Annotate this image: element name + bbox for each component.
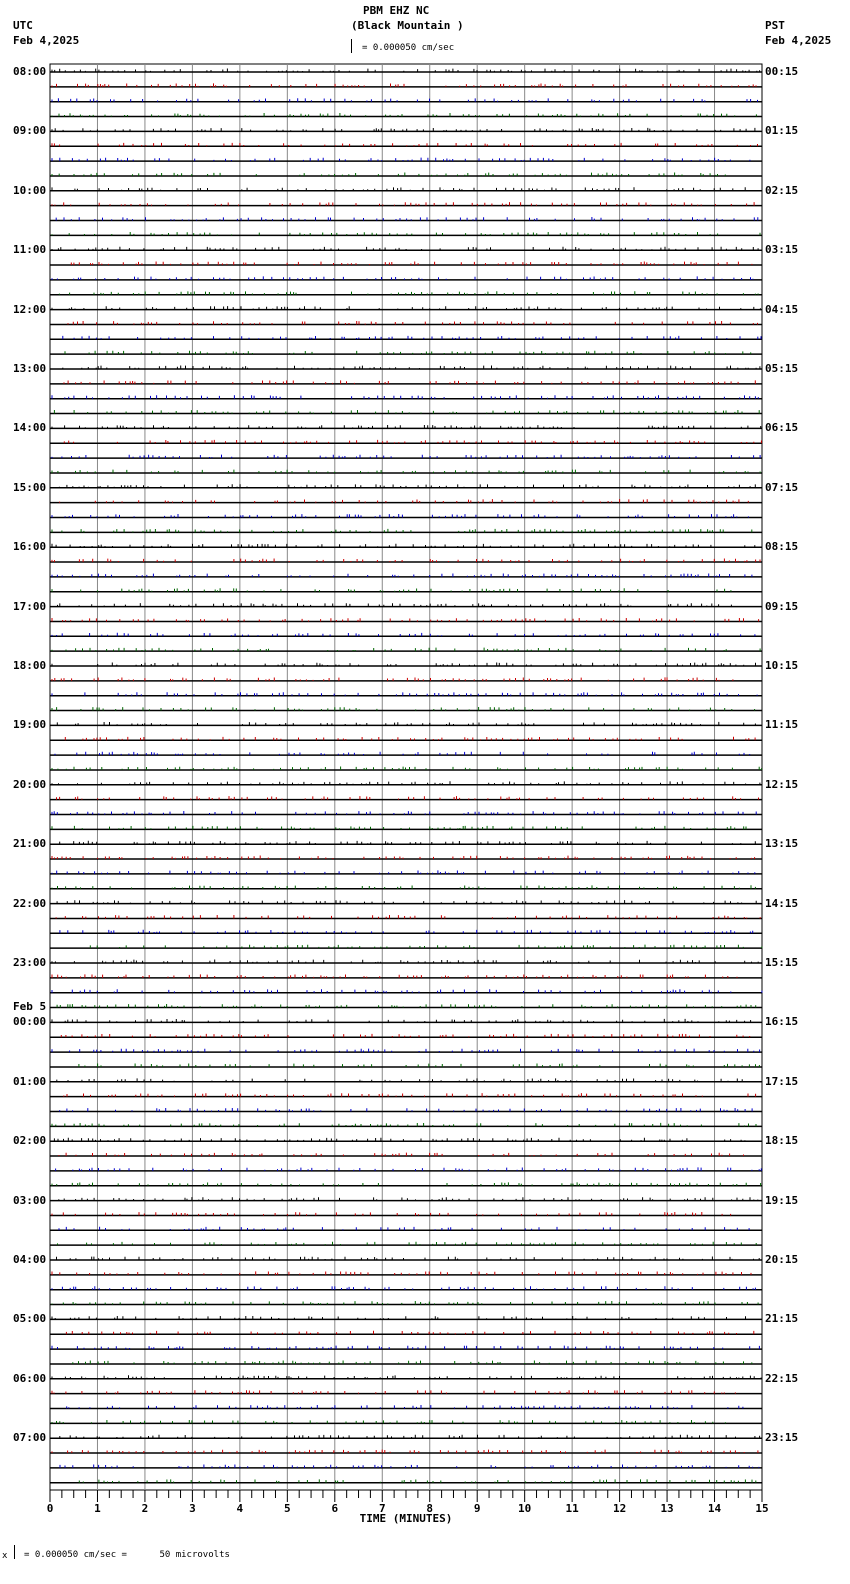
- pst-hour-label: 01:15: [765, 124, 799, 138]
- x-tick-label: 9: [473, 1502, 481, 1515]
- utc-hour-label: 19:00: [13, 718, 47, 732]
- pst-hour-label: 22:15: [765, 1371, 799, 1385]
- pst-hour-label: 10:15: [765, 659, 799, 672]
- pst-hour-label: 06:15: [765, 421, 799, 435]
- pst-hour-label: 19:15: [765, 1193, 799, 1207]
- utc-hour-label: 10:00: [13, 183, 47, 197]
- x-axis-label: TIME (MINUTES): [359, 1512, 453, 1525]
- pst-hour-label: 07:15: [765, 480, 799, 494]
- x-tick-label: 8: [426, 1502, 434, 1515]
- footer-marker: x: [2, 1551, 8, 1561]
- utc-hour-label: 15:00: [13, 480, 47, 494]
- x-tick-label: 0: [46, 1502, 54, 1515]
- left-timezone: UTC: [13, 19, 33, 32]
- utc-hour-label: 22:00: [13, 896, 47, 910]
- x-tick-label: 11: [565, 1502, 579, 1515]
- x-tick-label: 12: [612, 1502, 627, 1515]
- station-location: (Black Mountain ): [351, 19, 464, 32]
- pst-hour-label: 15:15: [765, 956, 799, 969]
- utc-hour-label: 07:00: [13, 1431, 47, 1445]
- x-tick-label: 1: [94, 1502, 101, 1515]
- pst-hour-label: 03:15: [765, 243, 799, 257]
- utc-hour-label: 04:00: [13, 1253, 47, 1266]
- scale-label: = 0.000050 cm/sec: [362, 43, 455, 53]
- x-tick-label: 6: [331, 1502, 339, 1515]
- utc-hour-label: 17:00: [13, 599, 47, 613]
- utc-hour-label: 08:00: [13, 65, 47, 78]
- station-title: PBM EHZ NC: [363, 4, 430, 17]
- utc-hour-label: 05:00: [13, 1312, 47, 1326]
- utc-hour-label: 03:00: [13, 1193, 47, 1207]
- pst-hour-label: 05:15: [765, 362, 799, 375]
- x-tick-label: 2: [141, 1502, 149, 1515]
- x-tick-label: 10: [518, 1502, 532, 1515]
- x-tick-label: 14: [707, 1502, 722, 1515]
- pst-hour-label: 18:15: [765, 1134, 799, 1148]
- pst-hour-label: 14:15: [765, 896, 799, 910]
- pst-hour-label: 16:15: [765, 1015, 799, 1029]
- utc-hour-label: 21:00: [13, 837, 47, 851]
- x-tick-label: 15: [755, 1502, 769, 1515]
- utc-hour-label: 20:00: [13, 777, 47, 791]
- plot-frame: [50, 64, 762, 1490]
- x-tick-label: 4: [236, 1502, 244, 1515]
- day-change-label: Feb 5: [13, 1000, 47, 1014]
- x-tick-label: 3: [189, 1502, 196, 1515]
- footer-scale-bar-icon: [14, 1545, 15, 1559]
- utc-hour-label: 14:00: [13, 421, 47, 435]
- pst-hour-label: 00:15: [765, 65, 799, 78]
- utc-hour-label: 09:00: [13, 124, 47, 138]
- utc-hour-label: 11:00: [13, 243, 47, 257]
- pst-hour-label: 23:15: [765, 1431, 799, 1445]
- pst-hour-label: 12:15: [765, 777, 799, 791]
- footer-scale-note: = 0.000050 cm/sec = 50 microvolts: [24, 1550, 230, 1560]
- utc-hour-label: 12:00: [13, 302, 47, 316]
- pst-hour-label: 02:15: [765, 183, 799, 197]
- utc-hour-label: 00:00: [13, 1015, 47, 1029]
- x-tick-label: 5: [284, 1502, 291, 1515]
- x-tick-label: 13: [660, 1502, 674, 1515]
- pst-hour-label: 20:15: [765, 1253, 799, 1266]
- right-date: Feb 4,2025: [765, 34, 832, 47]
- utc-hour-label: 16:00: [13, 540, 47, 554]
- pst-hour-label: 17:15: [765, 1074, 799, 1088]
- utc-hour-label: 23:00: [13, 956, 47, 969]
- pst-hour-label: 21:15: [765, 1312, 799, 1326]
- pst-hour-label: 04:15: [765, 302, 799, 316]
- pst-hour-label: 08:15: [765, 540, 799, 554]
- utc-hour-label: 13:00: [13, 362, 47, 375]
- pst-hour-label: 13:15: [765, 837, 799, 851]
- x-tick-label: 7: [378, 1502, 386, 1515]
- pst-hour-label: 11:15: [765, 718, 799, 732]
- pst-hour-label: 09:15: [765, 599, 799, 613]
- left-date: Feb 4,2025: [13, 34, 80, 47]
- utc-hour-label: 02:00: [13, 1134, 47, 1148]
- utc-hour-label: 06:00: [13, 1371, 47, 1385]
- right-timezone: PST: [765, 19, 785, 32]
- utc-hour-label: 18:00: [13, 659, 47, 672]
- utc-hour-label: 01:00: [13, 1074, 47, 1088]
